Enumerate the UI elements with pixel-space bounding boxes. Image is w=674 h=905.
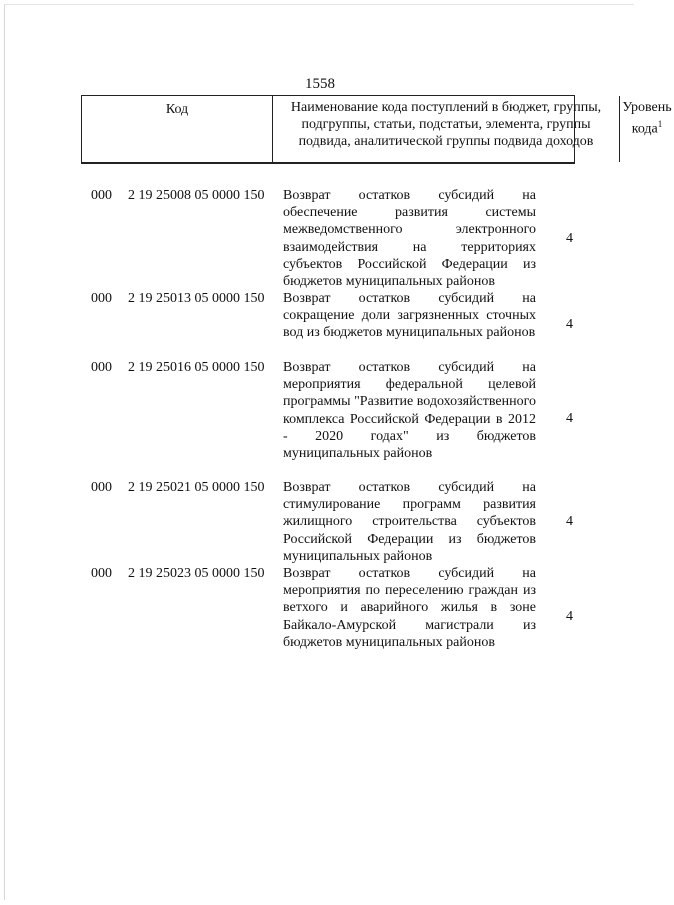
header-level [619, 96, 674, 162]
row-admin-code: 000 [91, 566, 112, 581]
row-income-code: 2 19 25013 05 0000 150 [128, 291, 265, 306]
table-header [81, 95, 672, 164]
row-admin-code: 000 [91, 480, 112, 495]
row-level: 4 [566, 411, 573, 426]
header-name: Наименование кода поступлений в бюджет, группы, подгруппы, статьи, подстатьи, элемента, группы подвида, аналитической группы подвида доходов [272, 96, 619, 162]
row-income-code: 2 19 25016 05 0000 150 [128, 360, 265, 375]
row-level: 4 [566, 316, 573, 332]
row-name: Возврат остатков субсидий на стимулирование программ развития жилищного строительства субъектов Российской Федерации из бюджетов муниципальных районов [283, 480, 536, 564]
table-row [0, 290, 640, 359]
row-name: Возврат остатков субсидий на сокращение доли загрязненных сточных вод из бюджетов муниципальных районов [283, 291, 536, 341]
table-row [0, 187, 640, 290]
row-admin-code: 000 [91, 291, 112, 306]
row-level: 4 [566, 514, 573, 529]
table-row [0, 479, 640, 565]
row-name: Возврат остатков субсидий на обеспечение развития системы межведомственного электронного взаимодействия на территориях субъектов Российской Федерации из бюджетов муниципальных районов [283, 188, 536, 290]
row-income-code: 2 19 25008 05 0000 150 [128, 188, 265, 203]
header-level-label: Уровень кода [622, 100, 672, 137]
row-admin-code: 000 [91, 360, 112, 375]
page-number: 1558 [305, 76, 335, 92]
header-code: Код [165, 102, 189, 117]
table-row [0, 359, 640, 479]
row-name: Возврат остатков субсидий на мероприятия федеральной целевой программы "Развитие водохозяйственного комплекса Российской Федерации в 2012 - 2020 годах" из бюджетов муниципальных районов [283, 360, 537, 462]
table-row [0, 565, 640, 668]
row-income-code: 2 19 25021 05 0000 150 [128, 480, 265, 495]
table-body [0, 187, 640, 668]
row-level: 4 [566, 608, 573, 624]
header-level-footnote: 1 [657, 119, 663, 129]
row-admin-code: 000 [91, 188, 112, 203]
row-name: Возврат остатков субсидий на мероприятия по переселению граждан из ветхого и аварийного жилья в зоне Байкало-Амурской магистрали из бюджетов муниципальных районов [283, 566, 536, 650]
row-level: 4 [566, 230, 573, 246]
row-income-code: 2 19 25023 05 0000 150 [128, 566, 265, 581]
